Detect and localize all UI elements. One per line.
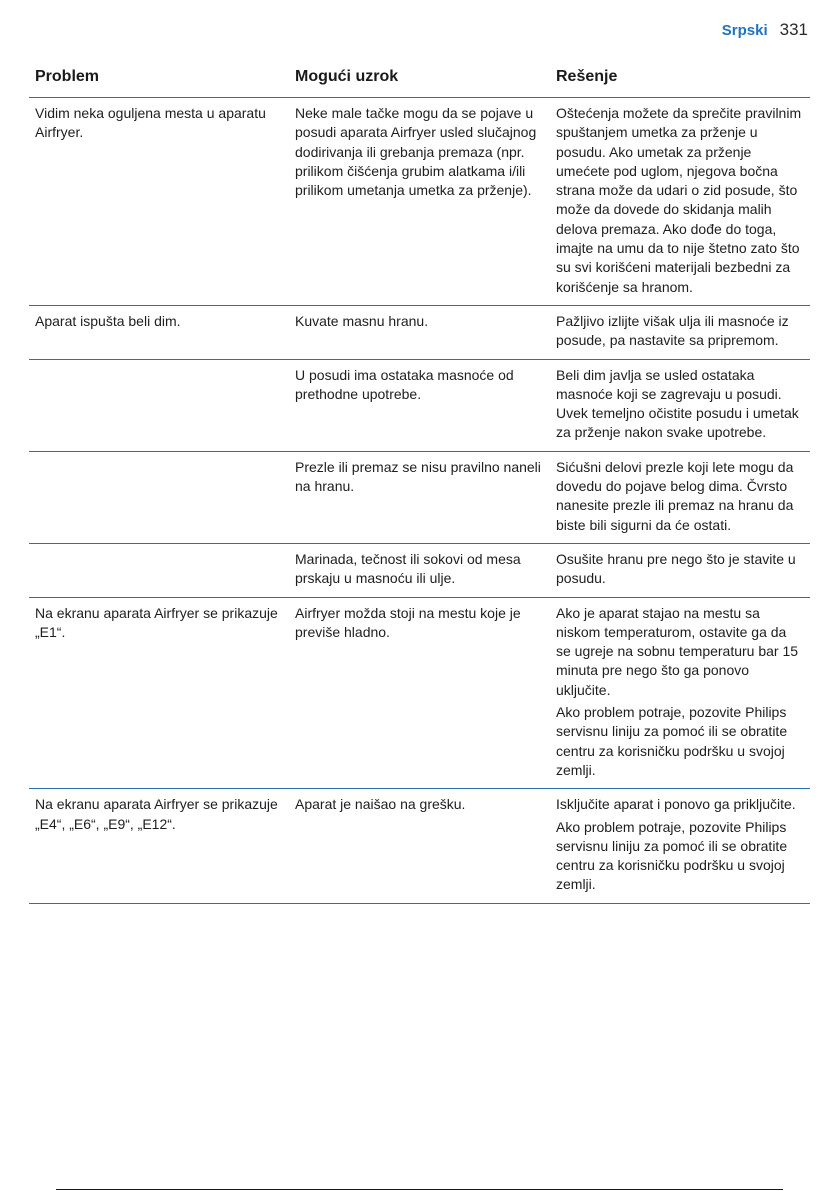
solution-cell [550, 451, 810, 543]
table-header-row [29, 62, 810, 98]
column-header-problem: Problem [29, 62, 289, 98]
cause-cell: Kuvate masnu hranu. [289, 305, 550, 359]
table-row [29, 305, 810, 359]
cause-cell: Aparat je naišao na grešku. [289, 789, 550, 903]
problem-cell [29, 451, 289, 543]
column-header-solution: Rešenje [550, 62, 810, 98]
solution-text: Sićušni delovi prezle koji lete mogu da dovedu do pojave belog dima. Čvrsto nanesite prezle ili premaz na hranu da biste bili sigurni da će ostati. [556, 458, 794, 533]
table-row [29, 597, 810, 789]
problem-cell: Na ekranu aparata Airfryer se prikazuje „E4“, „E6“, „E9“, „E12“. [29, 789, 289, 903]
solution-cell [550, 305, 810, 359]
cause-cell: Neke male tačke mogu da se pojave u posudi aparata Airfryer usled slučajnog dodirivanja ili grebanja premaza (npr. prilikom čišćenja grubim alatkama i/ili prilikom umetanja umetka za prženje). [289, 98, 550, 306]
page-number: 331 [779, 20, 808, 39]
table-row [29, 359, 810, 451]
solution-text: Ako problem potraje, pozovite Philips servisnu liniju za pomoć ili se obratite centru za korisničku podršku u svojoj zemlji. [556, 704, 788, 778]
cause-cell: Marinada, tečnost ili sokovi od mesa prskaju u masnoću ili ulje. [289, 543, 550, 597]
footer-divider [56, 1189, 783, 1190]
solution-cell [550, 359, 810, 451]
cause-cell: U posudi ima ostataka masnoće od prethodne upotrebe. [289, 359, 550, 451]
solution-text: Osušite hranu pre nego što je stavite u posudu. [556, 550, 796, 587]
page-header [722, 20, 808, 40]
problem-cell [29, 543, 289, 597]
solution-text: Isključite aparat i ponovo ga priključite. [556, 796, 796, 813]
problem-cell [29, 359, 289, 451]
solution-text: Ako je aparat stajao na mestu sa niskom temperaturom, ostavite ga da se ugreje na sobnu temperaturu bar 15 minuta pre nego što ga ponovo uključite. [556, 604, 799, 698]
problem-cell: Na ekranu aparata Airfryer se prikazuje „E1“. [29, 597, 289, 789]
table-row [29, 98, 810, 306]
cause-cell: Airfryer možda stoji na mestu koje je previše hladno. [289, 597, 550, 789]
solution-text: Ako problem potraje, pozovite Philips servisnu liniju za pomoć ili se obratite centru za korisničku podršku u svojoj zemlji. [556, 818, 788, 893]
problem-cell: Vidim neka oguljena mesta u aparatu Airfryer. [29, 98, 289, 306]
cause-cell: Prezle ili premaz se nisu pravilno naneli na hranu. [289, 451, 550, 543]
solution-text: Beli dim javlja se usled ostataka masnoće koji se zagrevaju u posudi. Uvek temeljno očistite posudu i umetak za prženje nakon svake upotrebe. [556, 366, 799, 441]
solution-cell [550, 789, 810, 903]
table-row [29, 789, 810, 903]
solution-cell [550, 543, 810, 597]
problem-cell: Aparat ispušta beli dim. [29, 305, 289, 359]
language-label: Srpski [721, 22, 768, 39]
solution-text: Pažljivo izlijte višak ulja ili masnoće iz posude, pa nastavite sa pripremom. [556, 312, 789, 349]
table-row [29, 543, 810, 597]
troubleshooting-table [29, 62, 810, 904]
solution-cell [550, 597, 810, 789]
column-header-cause: Mogući uzrok [289, 62, 550, 98]
solution-cell [550, 98, 810, 306]
table-row [29, 451, 810, 543]
solution-text: Oštećenja možete da sprečite pravilnim spuštanjem umetka za prženje u posudu. Ako umetak za prženje umećete pod uglom, njegova bočna strana može da udari o zid posude, što može da dovede do skidanja malih delova premaza. Ako dođe do toga, imajte na umu da to nije štetno zato što su svi korišćeni materijali bezbedni za korišćenje sa hranom. [556, 105, 802, 295]
